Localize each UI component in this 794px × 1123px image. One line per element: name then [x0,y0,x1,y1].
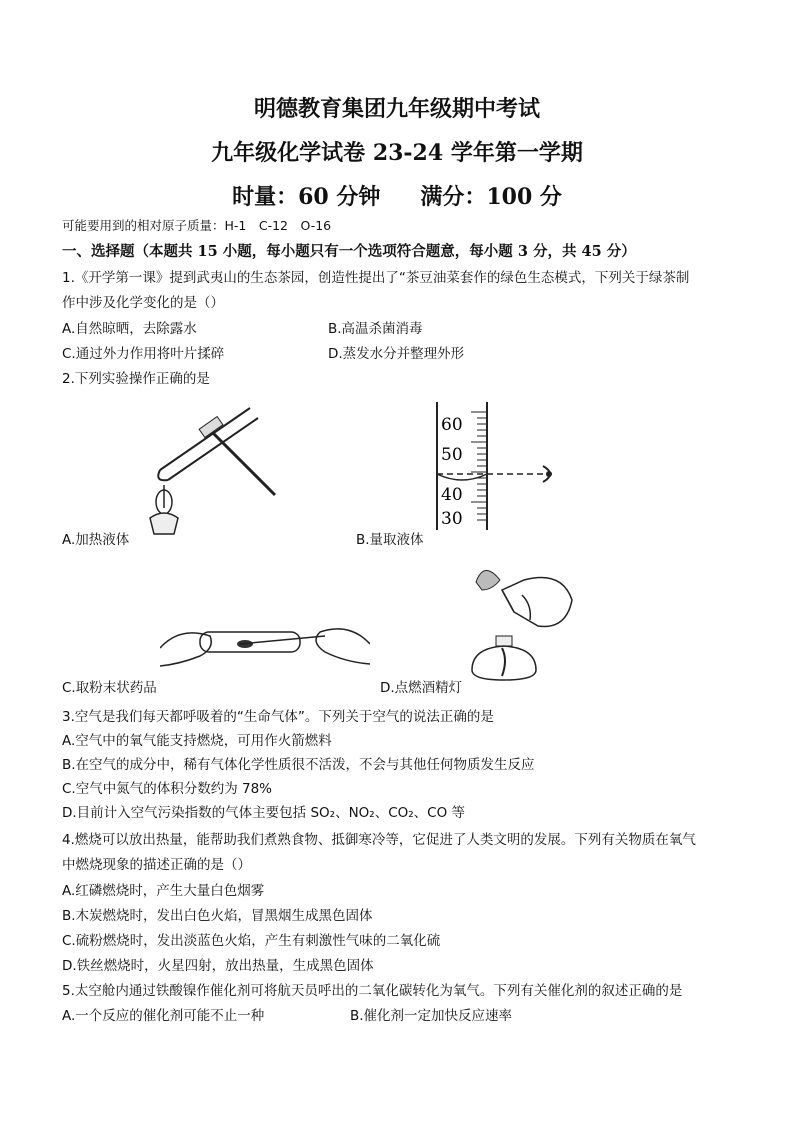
graduated-cylinder-figure [425,402,575,530]
q4-stem-line2: 中燃烧现象的描述正确的是（） [62,857,251,873]
exam-time-score [0,180,794,211]
exam-subtitle: 九年级化学试卷 23-24 学年第一学期 [211,140,583,166]
q3-option-c: C.空气中氮气的体积分数约为 78% [62,781,273,797]
alcohol-lamp-figure [462,560,580,684]
q1-stem-line1: 1.《开学第一课》提到武夷山的生态茶园，创造性提出了“茶豆油菜套作的绿色生态模式，下列关于绿茶制 [62,270,690,286]
q5-option-b: B.催化剂一定加快反应速率 [350,1008,513,1024]
q2-option-a: A.加热液体 [62,532,130,548]
q3-option-d: D.目前计入空气污染指数的气体主要包括 SO₂、NO₂、CO₂、CO 等 [62,805,466,821]
tick-label-50: 50 [441,445,463,465]
q3-option-a: A.空气中的氧气能支持燃烧，可用作火箭燃料 [62,733,332,749]
q4-stem-line1: 4.燃烧可以放出热量，能帮助我们煮熟食物、抵御寒冷等，它促进了人类文明的发展。下列有关物质在氧气 [62,832,696,848]
q4-option-d: D.铁丝燃烧时，火星四射，放出热量，生成黑色固体 [62,958,374,974]
powder-sampling-figure [160,608,370,670]
q4-option-a: A.红磷燃烧时，产生大量白色烟雾 [62,883,265,899]
q1-option-b: B.高温杀菌消毒 [328,321,423,337]
q1-stem-line2: 作中涉及化学变化的是（） [62,295,224,311]
q1-option-d: D.蒸发水分并整理外形 [328,346,465,362]
q2-option-d: D.点燃酒精灯 [380,680,463,696]
q2-stem: 2.下列实验操作正确的是 [62,371,210,387]
q1-option-c: C.通过外力作用将叶片揉碎 [62,346,225,362]
heating-liquid-figure [140,400,290,540]
tick-label-40: 40 [441,485,463,505]
exam-title: 明德教育集团九年级期中考试 [253,96,540,122]
atomic-mass-note: 可能要用到的相对原子质量：H-1 C-12 O-16 [62,218,332,233]
q4-option-b: B.木炭燃烧时，发出白色火焰，冒黑烟生成黑色固体 [62,908,373,924]
q2-option-c: C.取粉末状药品 [62,680,157,696]
q1-option-a: A.自然晾晒，去除露水 [62,321,197,337]
q3-option-b: B.在空气的成分中，稀有气体化学性质很不活泼，不会与其他任何物质发生反应 [62,757,535,773]
tick-label-30: 30 [441,509,463,529]
tick-label-60: 60 [441,415,463,435]
time-label: 时量：60 分钟 [232,184,381,210]
q2-option-b: B.量取液体 [356,532,424,548]
q5-stem: 5.太空舱内通过铁酸镍作催化剂可将航天员呼出的二氧化碳转化为氧气。下列有关催化剂的叙述正确的是 [62,983,683,999]
score-label: 满分：100 分 [420,184,562,210]
section-heading: 一、选择题（本题共 15 小题，每小题只有一个选项符合题意，每小题 3 分，共 45 分） [62,243,636,260]
q3-stem: 3.空气是我们每天都呼吸着的“生命气体”。下列关于空气的说法正确的是 [62,709,494,725]
q5-option-a: A.一个反应的催化剂可能不止一种 [62,1008,265,1024]
q4-option-c: C.硫粉燃烧时，发出淡蓝色火焰，产生有刺激性气味的二氧化硫 [62,933,441,949]
